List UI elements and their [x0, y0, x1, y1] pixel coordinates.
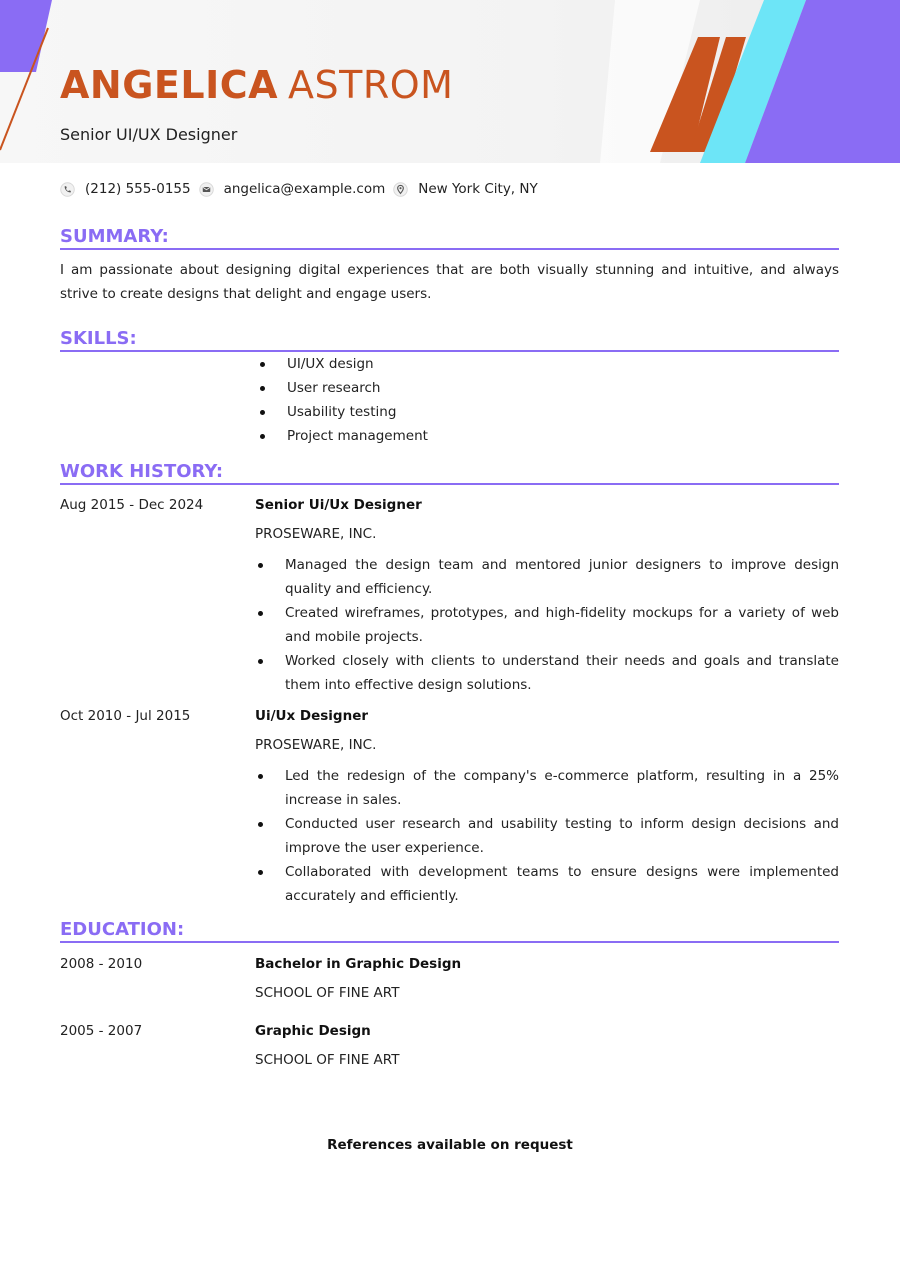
job-dates: Aug 2015 - Dec 2024: [60, 497, 204, 513]
job-title: Senior UI/UX Designer: [60, 125, 238, 144]
email-address: angelica@example.com: [223, 181, 386, 197]
phone-icon: [60, 182, 75, 197]
job-role: Ui/Ux Designer: [255, 708, 369, 724]
education-degree: Bachelor in Graphic Design: [255, 956, 462, 972]
contact-row: [60, 180, 546, 198]
job-role: Senior Ui/Ux Designer: [255, 497, 422, 513]
job-bullets: [255, 764, 839, 908]
education-degree: Graphic Design: [255, 1023, 371, 1039]
location: New York City, NY: [418, 181, 538, 197]
job-bullet: Conducted user research and usability testing to inform design decisions and improve the user experience.: [255, 812, 839, 860]
job-company: PROSEWARE, INC.: [255, 526, 377, 542]
job-company: PROSEWARE, INC.: [255, 737, 377, 753]
email-icon: [199, 182, 214, 197]
first-name: ANGELICA: [60, 63, 279, 107]
education-dates: 2005 - 2007: [60, 1023, 143, 1039]
summary-text: I am passionate about designing digital experiences that are both visually stunning and intuitive, and always strive to create designs that delight and engage users.: [60, 262, 839, 302]
skills-list: [260, 352, 428, 448]
job-dates: Oct 2010 - Jul 2015: [60, 708, 191, 724]
summary-heading: SUMMARY:: [60, 226, 839, 250]
job-bullet: Collaborated with development teams to ensure designs were implemented accurately and efficiently.: [255, 860, 839, 908]
job-bullet: Created wireframes, prototypes, and high-fidelity mockups for a variety of web and mobile projects.: [255, 601, 839, 649]
job-bullet: Led the redesign of the company's e-commerce platform, resulting in a 25% increase in sales.: [255, 764, 839, 812]
education-school: SCHOOL OF FINE ART: [255, 1052, 400, 1068]
job-bullet: Managed the design team and mentored junior designers to improve design quality and efficiency.: [255, 553, 839, 601]
candidate-name: [60, 62, 453, 108]
job-bullets: [255, 553, 839, 697]
education-school: SCHOOL OF FINE ART: [255, 985, 400, 1001]
references-note: References available on request: [327, 1137, 573, 1153]
skill-item: Project management: [260, 424, 428, 448]
skills-heading: SKILLS:: [60, 328, 839, 352]
education-dates: 2008 - 2010: [60, 956, 143, 972]
location-pin-icon: [393, 182, 408, 197]
skill-item: Usability testing: [260, 400, 428, 424]
job-bullet: Worked closely with clients to understand their needs and goals and translate them into effective design solutions.: [255, 649, 839, 697]
phone-number: (212) 555-0155: [85, 181, 191, 197]
education-heading: EDUCATION:: [60, 919, 839, 943]
skill-item: UI/UX design: [260, 352, 428, 376]
skill-item: User research: [260, 376, 428, 400]
work-history-heading: WORK HISTORY:: [60, 461, 839, 485]
last-name: ASTROM: [288, 63, 454, 107]
